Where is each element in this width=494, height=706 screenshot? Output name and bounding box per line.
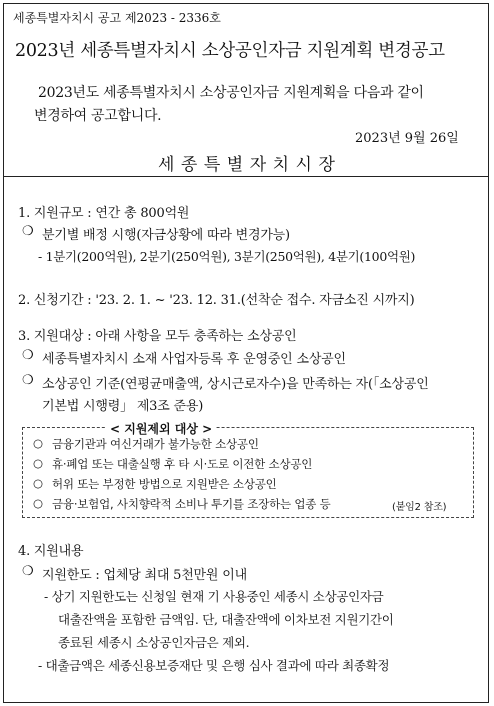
signer-name: 세종특별자치시장	[158, 155, 342, 175]
section-4-detail-1-line-3: 종료된 세종시 소상공인자금은 제외.	[58, 635, 250, 650]
exclusion-title: < 지원제외 대상 >	[106, 420, 216, 437]
bullet-circle-icon: ❍	[22, 373, 34, 388]
section-2-heading: 2. 신청기간 : '23. 2. 1. ~ '23. 12. 31.(선착순 접수. 자금소진 시까지)	[18, 293, 415, 308]
section-4-detail-1-line-2: 대출잔액을 포함한 금액임. 단, 대출잔액에 이차보전 지원기간이	[58, 612, 394, 627]
page-title: 2023년 세종특별자치시 소상공인자금 지원계획 변경공고	[15, 41, 445, 61]
exclusion-mark-icon: ○	[33, 476, 43, 490]
exclusion-item: 금융·보험업, 사치향락적 소비나 투기를 조장하는 업종 등	[52, 497, 331, 511]
section-3-bullet-1: 세종특별자치시 소재 사업자등록 후 운영중인 소상공인	[42, 352, 346, 367]
exclusion-item: 허위 또는 부정한 방법으로 지원받은 소상공인	[52, 477, 277, 491]
section-1-bullet: 분기별 배정 시행(자금상황에 따라 변경가능)	[42, 228, 290, 243]
exclusion-note: (붙임2 참조)	[392, 502, 447, 513]
section-4-heading: 4. 지원내용	[18, 544, 84, 559]
bullet-circle-icon: ❍	[22, 564, 34, 579]
section-4-bullet: 지원한도 : 업체당 최대 5천만원 이내	[42, 568, 247, 583]
exclusion-item: 금융기관과 여신거래가 불가능한 소상공인	[52, 437, 259, 451]
exclusion-mark-icon: ○	[33, 496, 43, 510]
exclusion-mark-icon: ○	[33, 436, 43, 450]
section-1-detail: - 1분기(200억원), 2분기(250억원), 3분기(250억원), 4분기(100억원)	[38, 249, 416, 264]
section-3-heading: 3. 지원대상 : 아래 사항을 모두 충족하는 소상공인	[18, 329, 297, 344]
section-4-detail-2: - 대출금액은 세종신용보증재단 및 은행 심사 결과에 따라 최종확정	[38, 658, 390, 673]
section-1-heading: 1. 지원규모 : 연간 총 800억원	[18, 206, 190, 221]
section-3-bullet-2-line-1: 소상공인 기준(연평균매출액, 상시근로자수)을 만족하는 자(「소상공인	[42, 377, 429, 392]
bullet-circle-icon: ❍	[22, 224, 34, 239]
exclusion-item: 휴·폐업 또는 대출실행 후 타 시·도로 이전한 소상공인	[52, 457, 313, 471]
exclusion-mark-icon: ○	[33, 456, 43, 470]
notice-date: 2023년 9월 26일	[355, 131, 459, 146]
notice-number: 세종특별자치시 공고 제2023 - 2336호	[13, 11, 221, 25]
section-3-bullet-2-line-2: 기본법 시행령」 제3조 준용)	[42, 399, 204, 414]
intro-line-1: 2023년도 세종특별자치시 소상공인자금 지원계획을 다음과 같이	[38, 85, 424, 101]
intro-line-2: 변경하여 공고합니다.	[34, 108, 162, 124]
bullet-circle-icon: ❍	[22, 348, 34, 363]
section-4-detail-1-line-1: - 상기 지원한도는 신청일 현재 기 사용중인 세종시 소상공인자금	[44, 589, 384, 604]
